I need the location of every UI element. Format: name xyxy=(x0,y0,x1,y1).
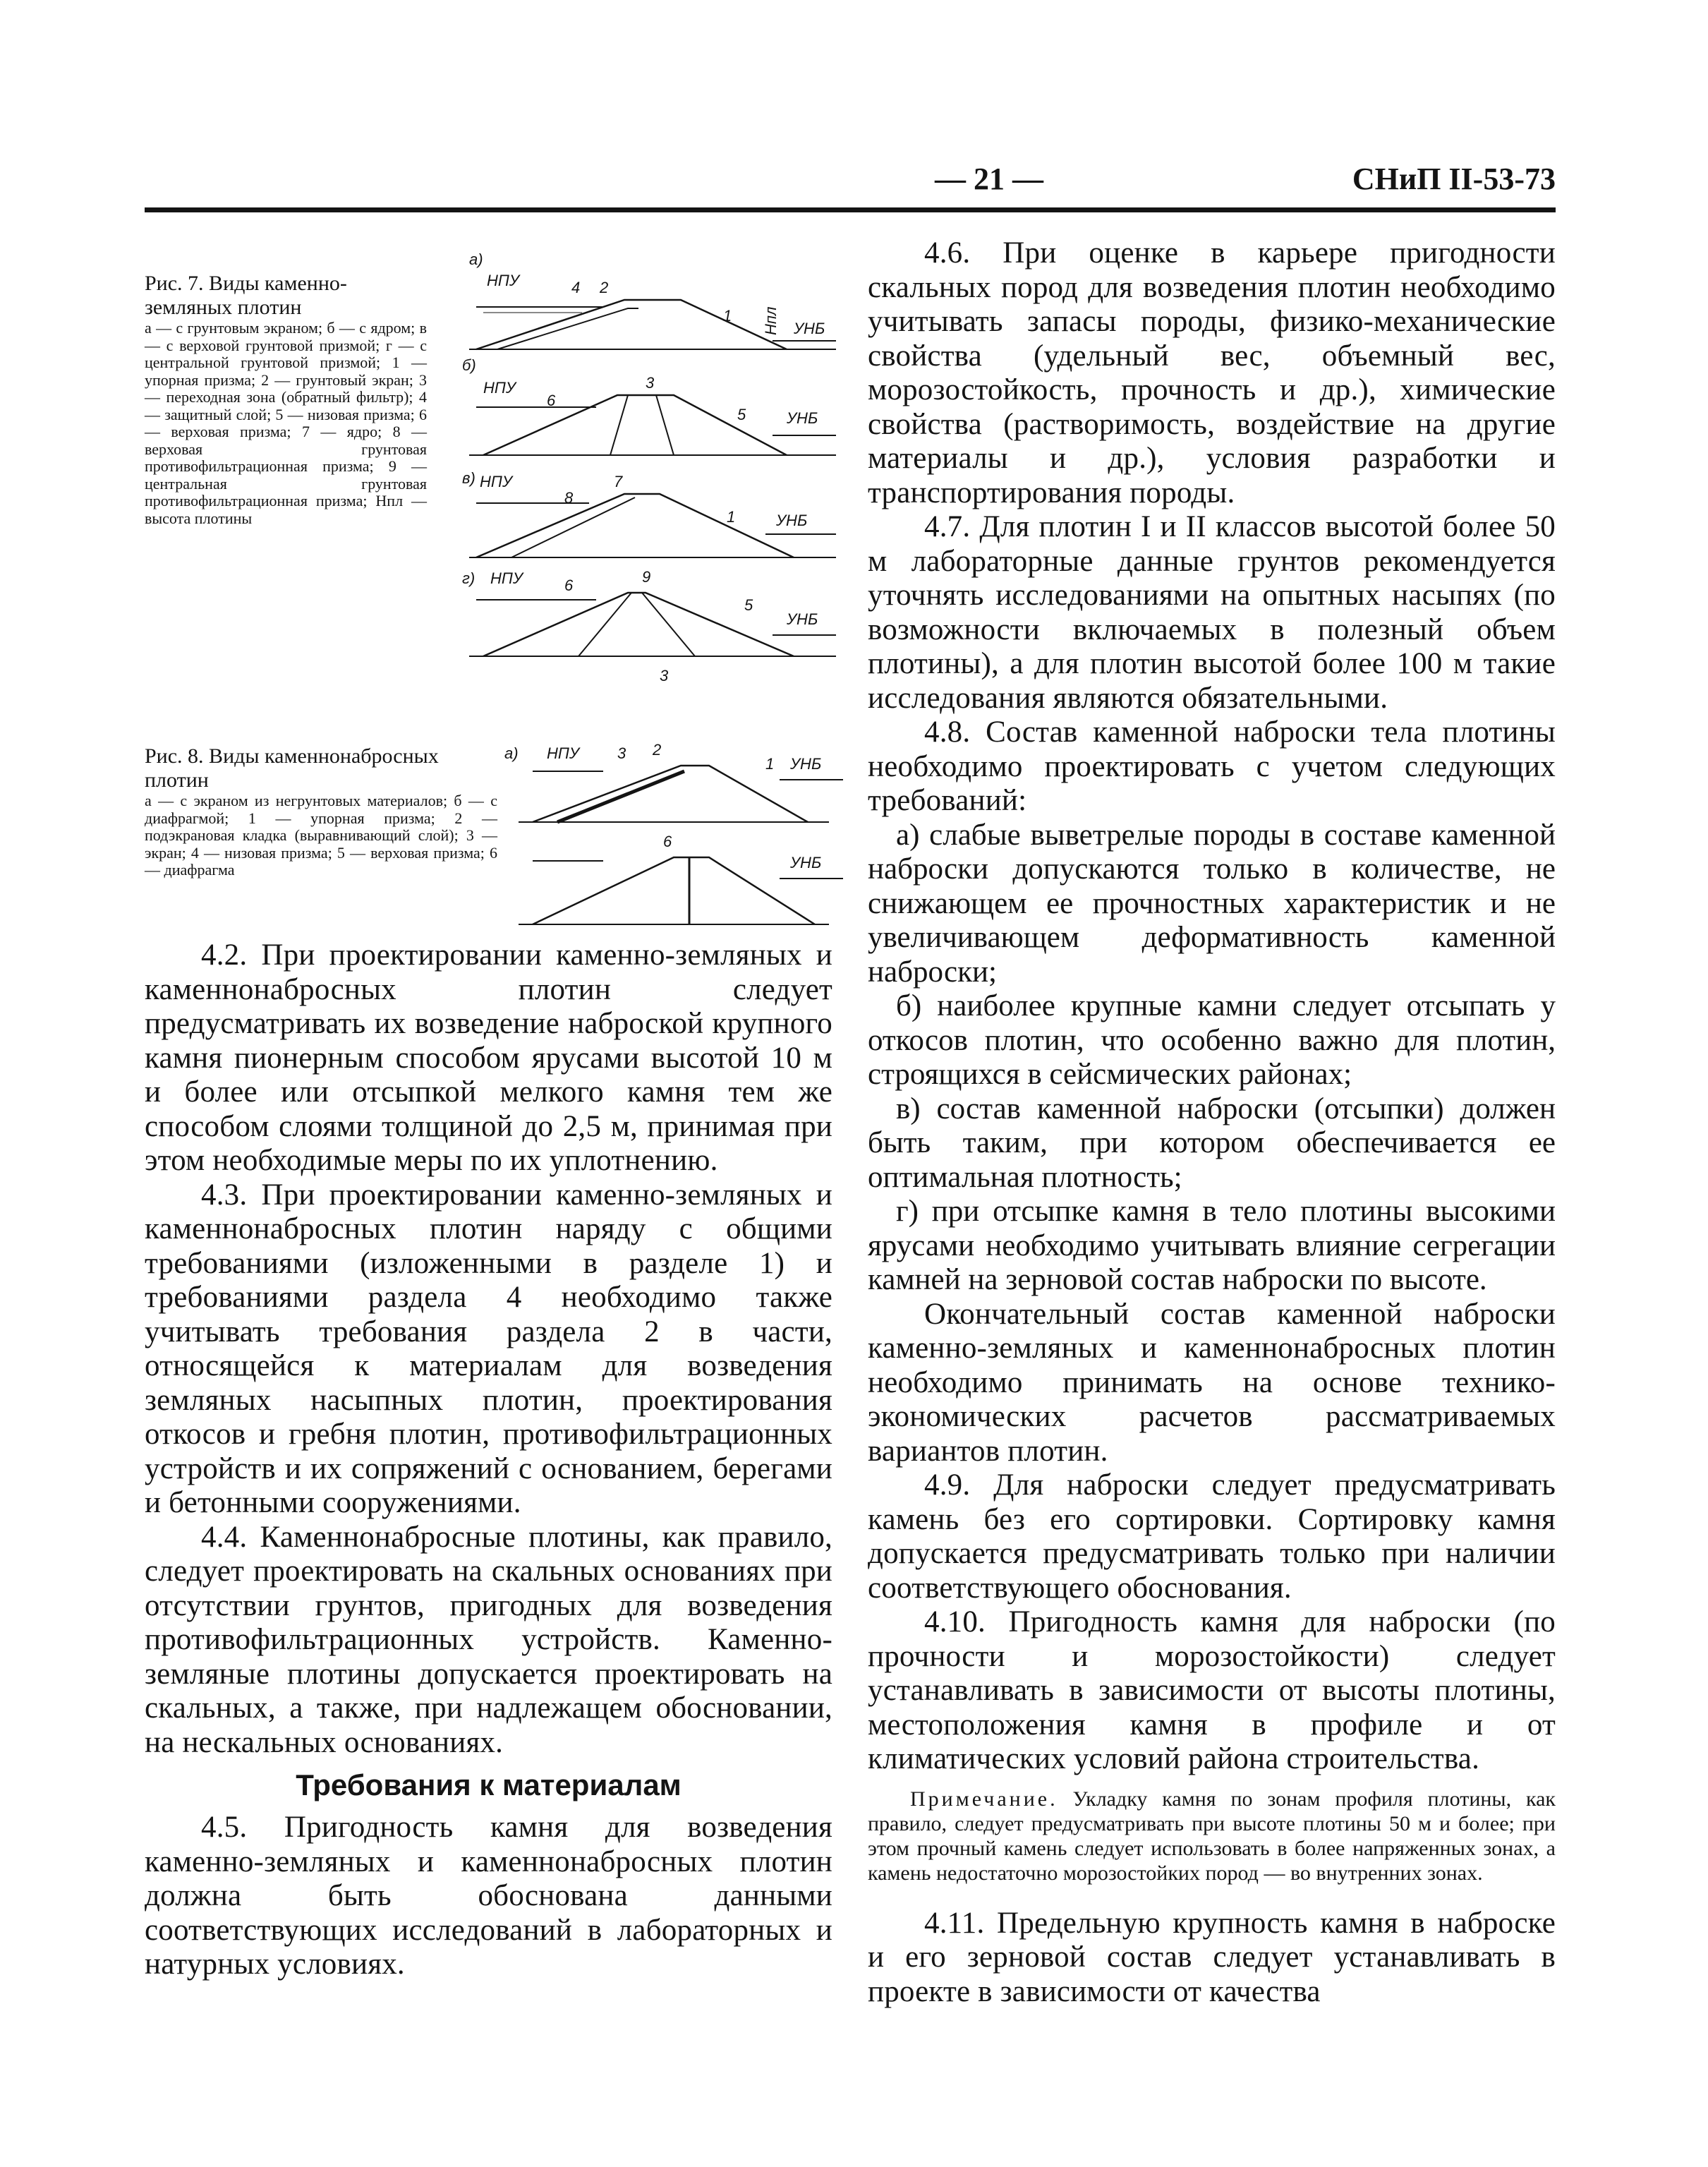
paragraph-4-8: 4.8. Состав каменной наброски тела плотины необходимо проектировать с учетом следующих требований: xyxy=(868,716,1556,817)
fig7-npu-g: НПУ xyxy=(490,569,523,587)
figure-7-caption xyxy=(145,272,427,527)
fig7-n6-b: 6 xyxy=(547,392,556,409)
fig7-npu-v: НПУ xyxy=(480,473,512,490)
list-item-v: в) состав каменной наброски (отсыпки) должен быть таким, при котором обеспечивается ее оптимальная плотность; xyxy=(868,1092,1556,1194)
fig7-n1-v: 1 xyxy=(727,508,736,526)
section-title: Требования к материалам xyxy=(296,1768,682,1801)
paragraph-4-4: 4.4. Каменнонабросные плотины, как правило, следует проектировать на скальных основаниях при отсутствии грунтов, пригодных для возведения противофильтрационных устройств. Каменно-земляные плотины допускается проектировать на скальных, а также, при надлежащем обосновании, на нескальных основаниях. xyxy=(145,1520,832,1759)
fig8-npu: НПУ xyxy=(547,744,579,762)
fig7-label-a: а) xyxy=(469,250,483,268)
fig7-n8-v: 8 xyxy=(564,489,574,507)
fig7-n7-v: 7 xyxy=(614,473,623,490)
page-header xyxy=(145,157,1556,206)
paragraph-4-2: 4.2. При проектировании каменно-земляных и каменнонабросных плотин следует предусматривать их возведение наброской крупного камня пионерным способом ярусами высотой 10 м и более или отсыпкой мелкого камня тем же способом слоями толщиной до 2,5 м, принимая при этом необходимые меры по их уплотнению. xyxy=(145,938,832,1177)
list-item-a: а) слабые выветрелые породы в составе каменной наброски допускаются только в количестве, не снижающем ее прочностных характеристик и не увеличивающем деформативность каменной наброски; xyxy=(868,818,1556,989)
fig7-n5-g: 5 xyxy=(744,596,753,614)
paragraph-4-6: 4.6. При оценке в карьере пригодности скальных пород для возведения плотин необходимо учитывать запасы породы, физико-механические свойства (удельный вес, объемный вес, морозостойкость, прочность и др.), химические свойства (растворимость, воздействие на другие материалы и др.), условия разработки и транспортирования породы. xyxy=(868,236,1556,509)
fig7-unb-g: УНБ xyxy=(787,610,818,628)
fig7-n6-g: 6 xyxy=(564,577,574,594)
figure-8-title: Рис. 8. Виды каменнонабросных плотин xyxy=(145,744,439,792)
figure-7-diagram xyxy=(455,243,850,695)
paragraph-4-10: 4.10. Пригодность камня для наброски (по прочности и морозостойкости) следует устанавливать в зависимости от высоты плотины, местоположения камня в профиле и от климатических условий района строительства. xyxy=(868,1605,1556,1775)
fig7-n3-g: 3 xyxy=(660,667,669,684)
fig8-n1: 1 xyxy=(765,755,775,773)
fig8-label-a: а) xyxy=(504,744,519,762)
fig8-unb-a: УНБ xyxy=(790,755,822,773)
right-column xyxy=(868,236,1556,2009)
fig7-label-b: б) xyxy=(462,356,476,374)
fig8-n2: 2 xyxy=(653,741,662,759)
note xyxy=(868,1787,1556,1885)
list-item-b: б) наиболее крупные камни следует отсыпать у откосов плотин, что особенно важно для плотин, строящихся в сейсмических районах; xyxy=(868,989,1556,1091)
fig7-hpl: Hпл xyxy=(762,306,780,335)
fig8-n3: 3 xyxy=(617,744,626,762)
fig7-n4-a: 4 xyxy=(571,279,581,296)
figure-7-title: Рис. 7. Виды каменно-земляных плотин xyxy=(145,272,347,319)
list-item-g: г) при отсыпке камня в тело плотины высокими ярусами необходимо учитывать влияние сегрегации камней на зерновой состав наброски по высоте. xyxy=(868,1195,1556,1296)
fig7-npu-b: НПУ xyxy=(483,379,516,397)
paragraph-4-3: 4.3. При проектировании каменно-земляных и каменнонабросных плотин наряду с общими требованиями (изложенными в разделе 1) и требованиями раздела 4 необходимо также учитывать требования раздела 2 в части, относящейся к материалам для возведения земляных насыпных плотин, проектирования откосов и гребня плотин, противофильтрационных устройств и их сопряжений с основанием, берегами и бетонными сооружениями. xyxy=(145,1178,832,1519)
paragraph-4-11: 4.11. Предельную крупность камня в наброске и его зерновой состав следует устанавливать в проекте в зависимости от качества xyxy=(868,1906,1556,2008)
paragraph-4-5: 4.5. Пригодность камня для возведения каменно-земляных и каменнонабросных плотин должна быть обоснована данными соответствующих исследований в лабораторных и натурных условиях. xyxy=(145,1811,832,1981)
fig8-n6: 6 xyxy=(663,833,672,850)
fig7-npu-a: НПУ xyxy=(487,272,519,289)
figure-8-caption xyxy=(145,744,497,879)
fig7-unb-a: УНБ xyxy=(794,320,825,337)
fig7-n5-b: 5 xyxy=(737,406,746,423)
page-number: — 21 — xyxy=(935,162,1043,196)
fig7-unb-v: УНБ xyxy=(776,512,808,529)
figure-7-legend: а — с грунтовым экраном; б — с ядром; в — с верховой грунтовой призмой; г — с центральной грунтовой призмой; 1 — упорная призма; 2 — грунтовый экран; 3 — переходная зона (обратный фильтр); 4 — защитный слой; 5 — низовая призма; 6 — верховая призма; 7 — ядро; 8 — верховая грунтовая противофильтрационная призма; 9 — центральная грунтовая противофильтрационная призма; Hпл — высота плотины xyxy=(145,319,427,527)
fig7-n2-a: 2 xyxy=(600,279,609,296)
fig7-label-v: в) xyxy=(462,469,476,487)
header-rule xyxy=(145,207,1556,212)
figure-8-legend: а — с экраном из негрунтовых материалов; б — с диафрагмой; 1 — упорная призма; 2 — подэкрановая кладка (выравнивающий слой); 3 — экран; 4 — низовая призма; 5 — верховая призма; 6 — диафрагма xyxy=(145,792,497,879)
fig7-n1-a: 1 xyxy=(723,307,732,325)
paragraph-4-7: 4.7. Для плотин I и II классов высотой более 50 м лабораторные данные грунтов рекомендуется уточнять исследованиями на опытных насыпях (по возможности включаемых в полезный объем плотины), а для плотин высотой более 100 м такие исследования являются обязательными. xyxy=(868,510,1556,715)
fig7-unb-b: УНБ xyxy=(787,409,818,427)
note-text: Укладку камня по зонам профиля плотины, как правило, следует предусматривать при высоте плотины 50 м и более; при этом прочный камень следует использовать в более напряженных зонах, а камень недостаточно морозостойких пород — во внутренних зонах. xyxy=(868,1787,1556,1885)
left-column xyxy=(145,938,832,1982)
fig7-n3-b: 3 xyxy=(646,374,655,392)
fig8-unb-b: УНБ xyxy=(790,854,822,871)
fig7-n9-g: 9 xyxy=(642,568,651,586)
figure-8 xyxy=(145,737,850,935)
paragraph-4-9: 4.9. Для наброски следует предусматривать камень без его сортировки. Сортировку камня допускается предусматривать только при наличии соответствующего обоснования. xyxy=(868,1468,1556,1605)
figure-7 xyxy=(145,243,850,730)
document-code: СНиП II-53-73 xyxy=(1352,162,1556,196)
fig7-label-g: г) xyxy=(462,569,476,587)
note-label: Примечание. xyxy=(910,1787,1058,1811)
paragraph-final-composition: Окончательный состав каменной наброски каменно-земляных и каменнонабросных плотин необходимо принимать на основе технико-экономических расчетов рассматриваемых вариантов плотин. xyxy=(868,1297,1556,1468)
figure-8-diagram xyxy=(504,737,850,935)
